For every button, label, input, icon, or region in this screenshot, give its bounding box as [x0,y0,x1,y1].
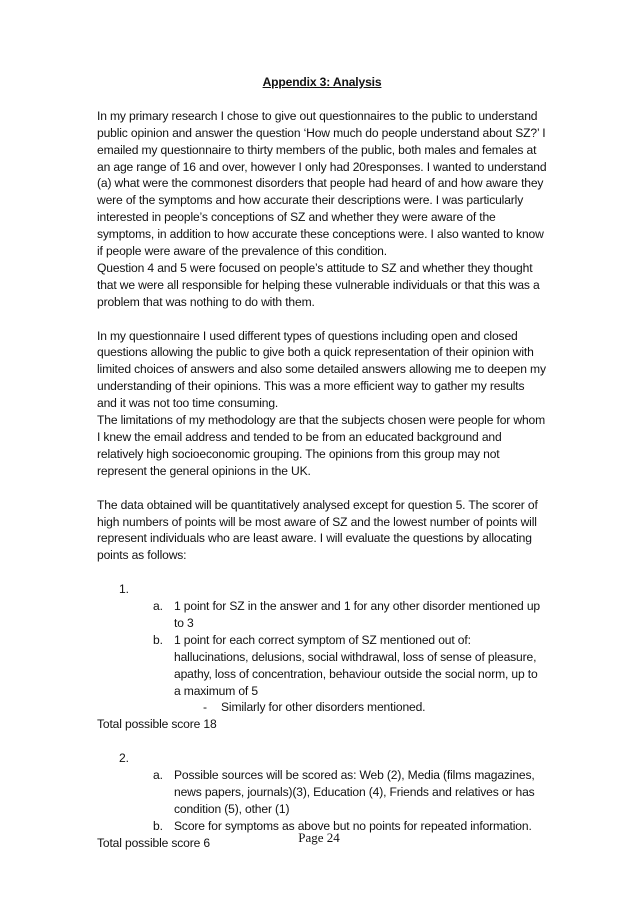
paragraph-scoring-intro: The data obtained will be quantitatively analysed except for question 5. The scorer of high numbers of points will be most aware of SZ and the lowest number of points will represent individuals who are least aware. I will evaluate the questions by allocating points as follows: [97,497,538,563]
list-item [97,767,547,818]
paragraph-limitations: The limitations of my methodology are that the subjects chosen were people for whom I knew the email address and tended to be from an educated background and relatively high socioeconomic grouping. The opinions from this group may not represent the general opinions in the UK. [97,413,546,478]
spacer [97,480,547,497]
list-item [97,598,547,632]
question-2-number: 2. [119,751,129,766]
list-item-text: 1 point for each correct symptom of SZ mentioned out of: hallucinations, delusions, social withdrawal, loss of sense of pleasure, apathy, loss of concentration, behaviour outside the social norm, up to a maximum of 5 [174,632,538,698]
spacer [97,311,547,328]
question-1-total: Total possible score 18 [97,717,217,732]
list-marker: b. [153,632,163,647]
paragraph-question-types: In my questionnaire I used different types of questions including open and closed questions allowing the public to give both a quick representation of their opinion with limited choices of answers and also some detailed answers allowing me to deepen my understanding of their opinions. This was a more efficient way to gather my results and it was not too time consuming. [97,328,546,411]
list-item-text: 1 point for SZ in the answer and 1 for any other disorder mentioned up to 3 [174,599,540,630]
question-2-criteria [97,767,547,835]
paragraph-research-intro: In my primary research I chose to give out questionnaires to the public to understand public opinion and answer the question ‘How much do people understand about SZ?’ I emailed my questionnaire to thirty members of the public, both males and females at an age range of 16 and over, however I only had 20responses. I wanted to understand (a) what were the commonest disorders that people had heard of and how aware they were of the symptoms and how accurate their descriptions were. I was particularly interested in people’s conceptions of SZ and whether they were aware of the symptoms, in addition to how accurate these conceptions were. I also wanted to know if people were aware of the prevalence of this condition. [97,108,547,259]
spacer [97,733,547,750]
spacer [97,564,547,581]
dash-note [97,699,547,716]
question-1-criteria [97,598,547,699]
page-title: Appendix 3: Analysis [262,75,382,89]
list-item-text: Score for symptoms as above but no points for repeated information. [174,818,532,833]
list-marker: a. [153,768,163,783]
question-1-block [97,581,547,598]
question-2-block [97,750,547,767]
list-marker: a. [153,599,163,614]
page-number: Page 24 [298,830,340,845]
dash-marker: - [203,700,207,715]
question-2-total: Total possible score 6 [97,835,210,850]
document-page [97,74,547,852]
list-item-text: Possible sources will be scored as: Web (2), Media (films magazines, news papers, journals)(3), Education (4), Friends and relatives or has condition (5), other (1) [174,768,535,816]
list-marker: b. [153,818,163,833]
question-1-number: 1. [119,582,129,597]
dash-note-text: Similarly for other disorders mentioned. [221,700,426,715]
list-item [97,632,547,700]
paragraph-attitude-questions: Question 4 and 5 were focused on people’s attitude to SZ and whether they thought that we were all responsible for helping these vulnerable individuals or that this was a problem that was nothing to do with them. [97,260,540,309]
